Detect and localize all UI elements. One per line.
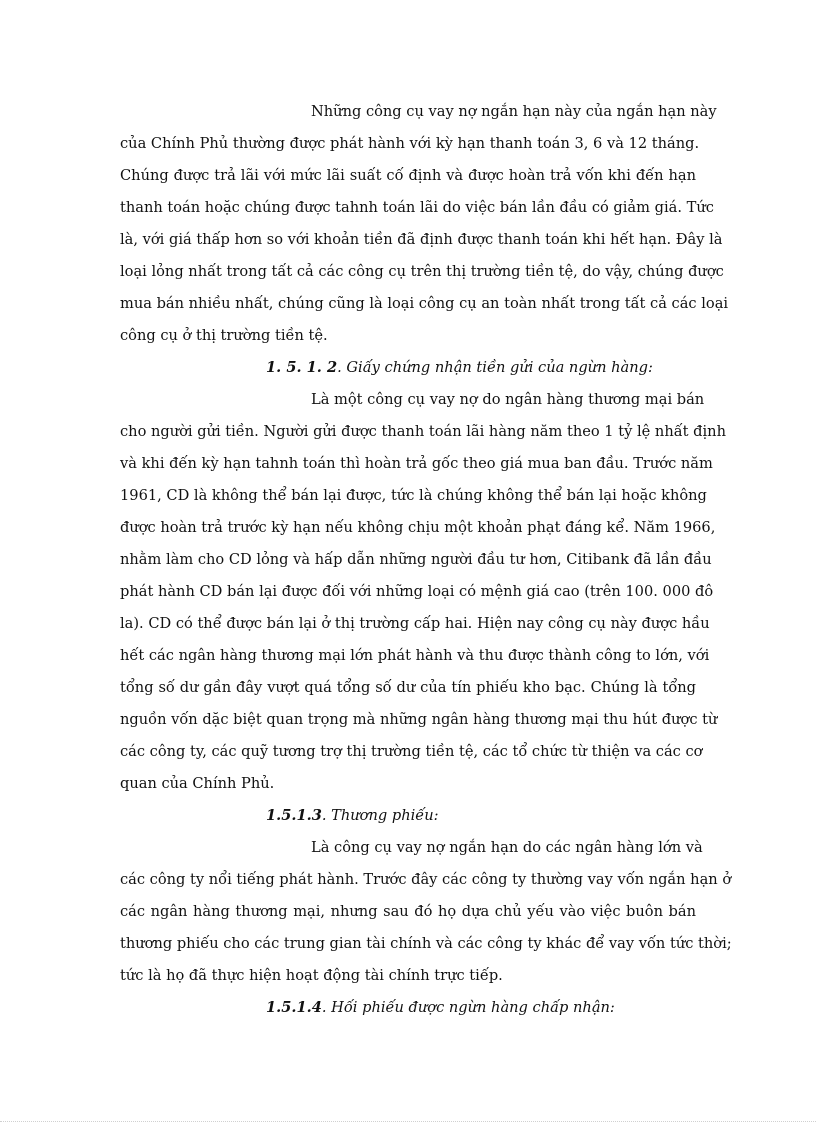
paragraph-line: các ngân hàng thương mại, nhưng sau đó họ dựa chủ yếu vào việc buôn bán [120,903,696,920]
section-number: 1.5.1.3 [266,807,322,824]
paragraph-line: là, với giá thấp hơn so với khoản tiền đã định được thanh toán khi hết hạn. Đây là [120,231,723,248]
paragraph-line: thanh toán hoặc chúng được tahnh toán lãi do việc bán lần đầu có giảm giá. Tức [120,199,714,216]
paragraph-line: Những công cụ vay nợ ngắn hạn này của ngắn hạn này [311,103,717,120]
paragraph-line: và khi đến kỳ hạn tahnh toán thì hoàn trả gốc theo giá mua ban đầu. Trước năm [120,455,713,472]
paragraph-line: nguồn vốn dặc biệt quan trọng mà những ngân hàng thương mại thu hút được từ [120,711,718,728]
paragraph-line: la). CD có thể được bán lại ở thị trường cấp hai. Hiện nay công cụ này được hầu [120,615,710,632]
paragraph-line: các công ty nổi tiếng phát hành. Trước đây các công ty thường vay vốn ngắn hạn ở [120,871,732,888]
paragraph-line: hết các ngân hàng thương mại lớn phát hành và thu được thành công to lớn, với [120,647,710,664]
paragraph-line: 1961, CD là không thể bán lại được, tức là chúng không thể bán lại hoặc không [120,487,707,504]
paragraph-line: tổng số dư gần đây vượt quá tổng số dư của tín phiếu kho bạc. Chúng là tổng [120,679,696,696]
paragraph-line: thương phiếu cho các trung gian tài chính và các công ty khác để vay vốn tức thời; [120,935,732,952]
paragraph-line: Chúng được trả lãi với mức lãi suất cố định và được hoàn trả vốn khi đến hạn [120,167,696,184]
paragraph-line: Là một công cụ vay nợ do ngân hàng thương mại bán [311,391,705,408]
paragraph-line: loại lỏng nhất trong tất cả các công cụ trên thị trường tiền tệ, do vậy, chúng được [120,263,724,280]
section-number: 1.5.1.4 [266,999,322,1016]
paragraph-line: công cụ ở thị trường tiền tệ. [120,327,328,344]
paragraph-line: được hoàn trả trước kỳ hạn nếu không chịu một khoản phạt đáng kể. Năm 1966, [120,519,716,536]
paragraph-line: cho người gửi tiền. Người gửi được thanh toán lãi hàng năm theo 1 tỷ lệ nhất định [120,423,726,440]
paragraph-line: mua bán nhiều nhất, chúng cũng là loại công cụ an toàn nhất trong tất cả các loại [120,295,729,312]
section-title: . Giấy chứng nhận tiền gửi của ngừn hàng: [337,359,653,376]
paragraph-line: Là công cụ vay nợ ngắn hạn do các ngân hàng lớn và [311,839,703,856]
paragraph-line: quan của Chính Phủ. [120,775,275,792]
paragraph-line: của Chính Phủ thường được phát hành với kỳ hạn thanh toán 3, 6 và 12 tháng. [120,135,700,152]
paragraph-line: nhằm làm cho CD lỏng và hấp dẫn những người đầu tư hơn, Citibank đã lần đầu [120,551,712,568]
paragraph-line: các công ty, các quỹ tương trợ thị trường tiền tệ, các tổ chức từ thiện va các cơ [120,743,703,760]
paragraph-line: phát hành CD bán lại được đối với những loại có mệnh giá cao (trên 100. 000 đô [120,583,714,600]
section-number: 1. 5. 1. 2 [266,359,338,376]
section-title: . Thương phiếu: [321,807,439,824]
paragraph-line: tức là họ đã thực hiện hoạt động tài chính trực tiếp. [120,967,503,984]
section-title: . Hối phiếu được ngừn hàng chấp nhận: [321,999,615,1016]
section-heading [266,806,439,826]
section-heading [266,358,653,378]
section-heading [266,998,615,1018]
page-bottom-border [0,1121,816,1122]
